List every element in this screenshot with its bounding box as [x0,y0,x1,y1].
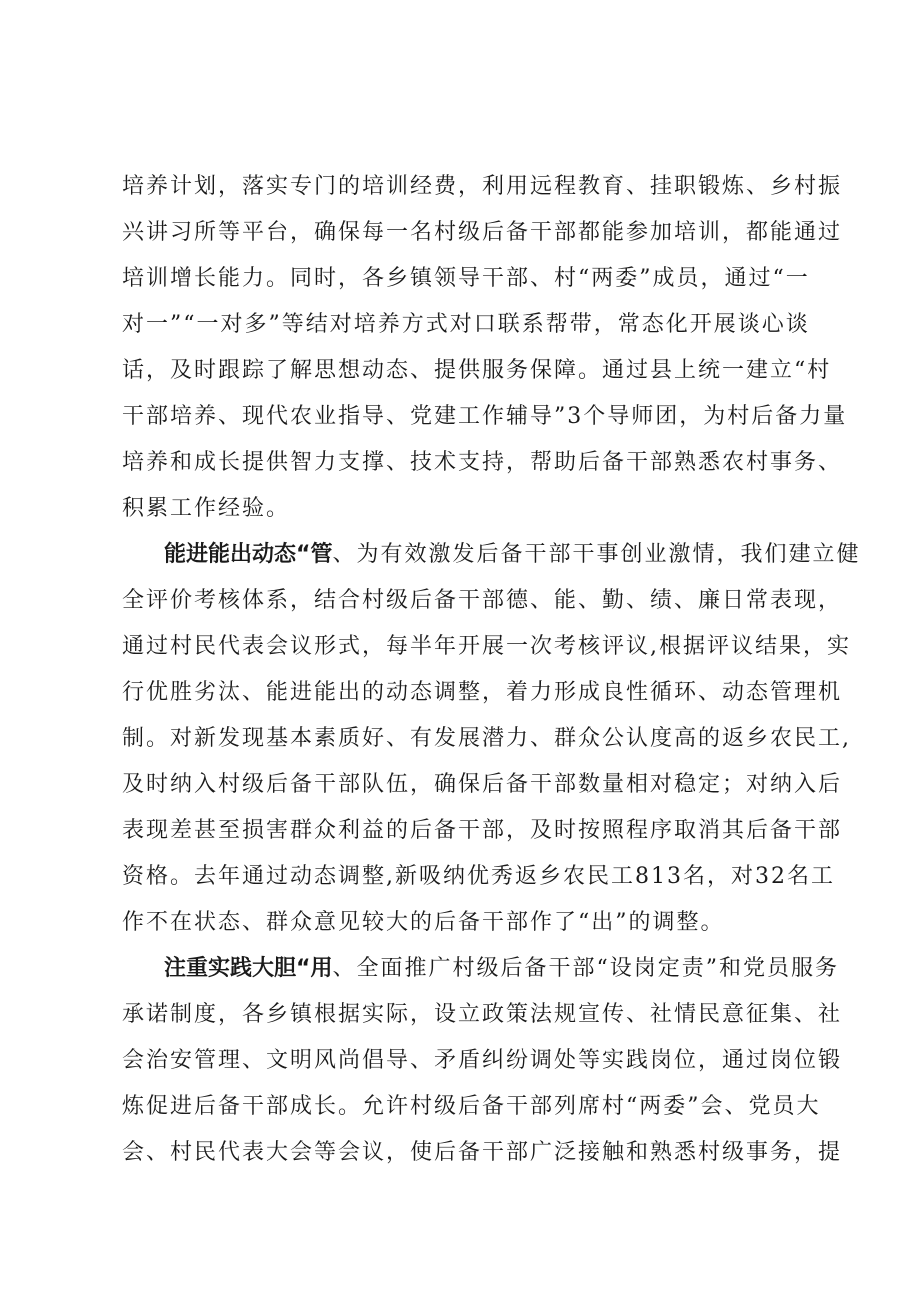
paragraph-heading: 能进能出动态“管 [164,542,333,567]
paragraph-line: 表现差甚至损害群众利益的后备干部，及时按照程序取消其后备干部 [122,818,843,843]
paragraph-line: 对一”“一对多”等结对培养方式对口联系帮带，常态化开展谈心谈 [122,312,810,337]
paragraph-line: 全评价考核体系，结合村级后备干部德、能、勤、绩、廉日常表现， [122,588,843,613]
paragraph-first-line [164,544,860,566]
paragraph-line: 炼促进后备干部成长。允许村级后备干部列席村“两委”会、党员大 [122,1094,821,1119]
paragraph-line: 培训增长能力。同时，各乡镇领导干部、村“两委”成员，通过“一 [122,266,810,291]
paragraph-line: 及时纳入村级后备干部队伍，确保后备干部数量相对稳定；对纳入后 [122,772,843,797]
paragraph-line: 作不在状态、群众意见较大的后备干部作了“出”的调整。 [122,910,725,935]
paragraph-first-line [164,958,839,980]
paragraph-line: 会治安管理、文明风尚倡导、矛盾纠纷调处等实践岗位，通过岗位锻 [122,1048,843,1073]
paragraph-line: 干部培养、现代农业指导、党建工作辅导”3个导师团，为村后备力量 [122,404,848,429]
paragraph-line: 通过村民代表会议形式，每半年开展一次考核评议,根据评议结果，实 [122,634,851,659]
paragraph-line: 培养和成长提供智力支撑、技术支持，帮助后备干部熟悉农村事务、 [122,450,843,475]
paragraph-line: 会、村民代表大会等会议，使后备干部广泛接触和熟悉村级事务，提 [122,1140,843,1165]
paragraph-line: 制。对新发现基本素质好、有发展潜力、群众公认度高的返乡农民工, [122,726,851,751]
paragraph-line: 兴讲习所等平台，确保每一名村级后备干部都能参加培训，都能通过 [122,220,843,245]
paragraph-line: 积累工作经验。 [122,496,291,521]
paragraph-line: 承诺制度，各乡镇根据实际，设立政策法规宣传、社情民意征集、社 [122,1002,843,1027]
paragraph-line: 行优胜劣汰、能进能出的动态调整，着力形成良性循环、动态管理机 [122,680,843,705]
paragraph-line: 话，及时跟踪了解思想动态、提供服务保障。通过县上统一建立“村 [122,358,832,383]
paragraph-line: 培养计划，落实专门的培训经费，利用远程教育、挂职锻炼、乡村振 [122,174,843,199]
paragraph-line: 资格。去年通过动态调整,新吸纳优秀返乡农民工813名，对32名工 [122,864,835,889]
paragraph-text: 、为有效激发后备干部干事创业激情，我们建立健 [332,542,861,567]
paragraph-heading: 注重实践大胆“用 [164,956,333,981]
paragraph-text: 、全面推广村级后备干部“设岗定责”和党员服务 [332,956,839,981]
